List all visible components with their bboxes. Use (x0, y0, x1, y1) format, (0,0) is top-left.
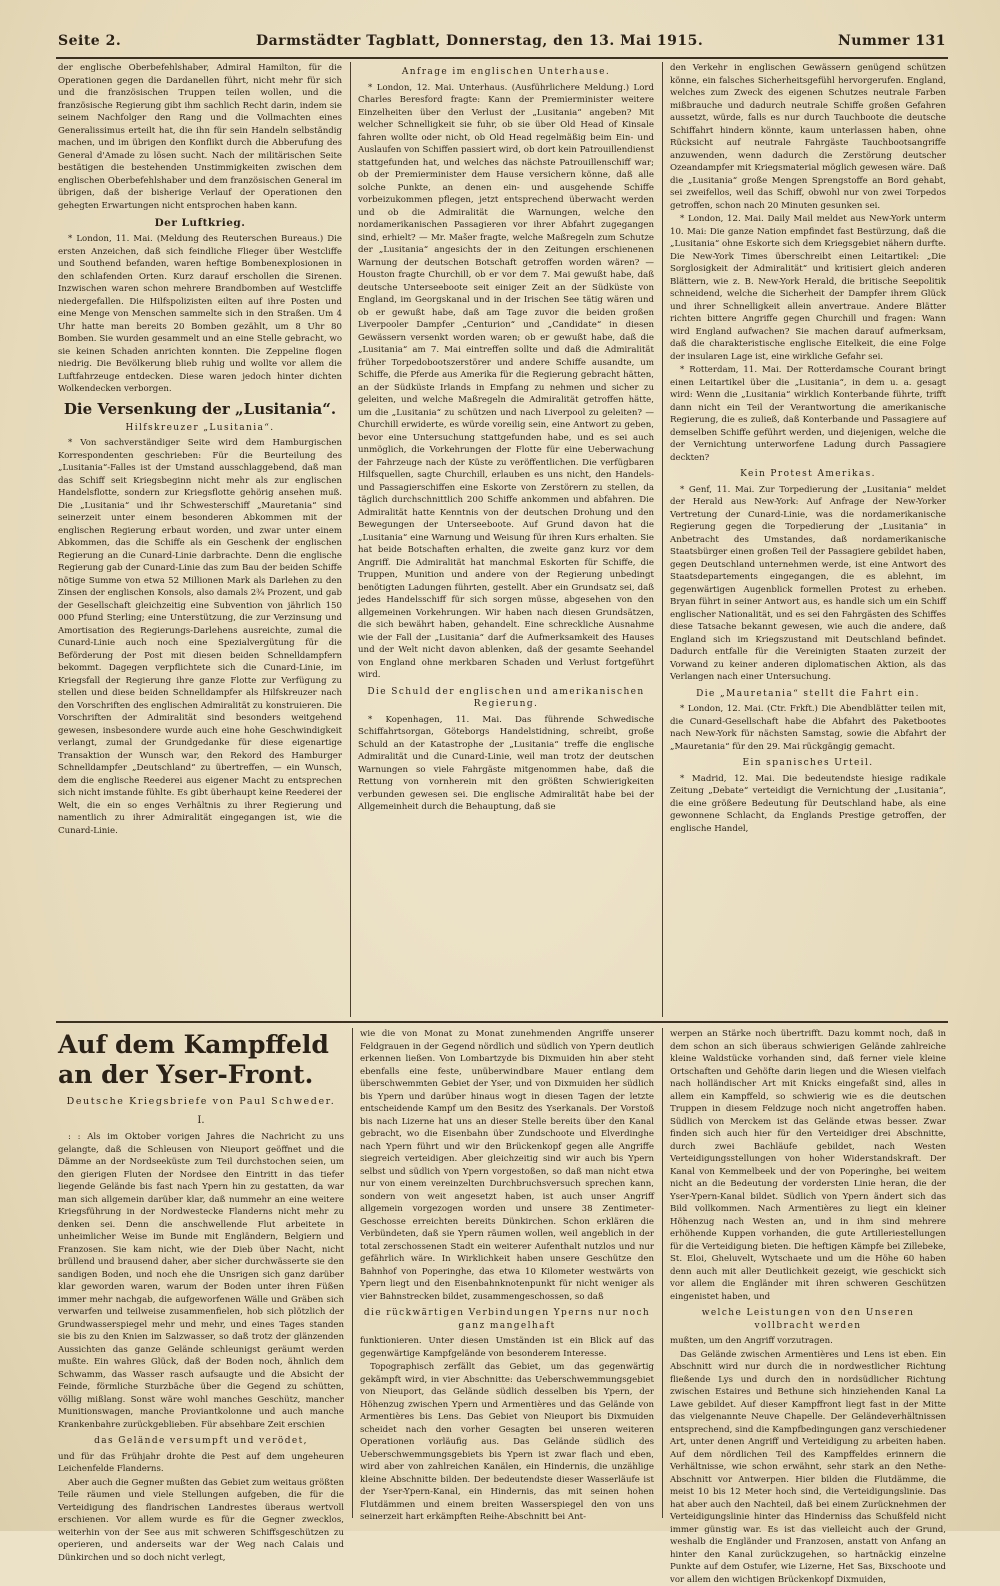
heading-schuld: Die Schuld der englischen und amerikanischen Regierung. (358, 686, 654, 711)
paragraph-madrid: * Madrid, 12. Mai. Die bedeutendste hiesige radikale Zeitung „Debate“ verteidigt die Vernichtung der „Lusitania“, die eine größere Bedeutung für Deutschland habe, als eine gewonnene Schlacht, da Englands Prestige getroffen, der englische Handel, (670, 773, 946, 836)
issue-number: Nummer 131 (838, 33, 946, 49)
article-continuation: der englische Oberbefehlshaber, Admiral Hamilton, für die Operationen gegen die Dardanellen führt, nicht mehr für sich und die französischen Truppen teilen wollen, und die französische Regierung gibt ihm sachlich Recht darin, indem sie seinem Nachfolger den Rang und die Vollmachten eines Generalissimus erteilt hat, die ihn für sein Handeln selbständig machen, und im übrigen den Konflikt durch die Abberufung des General d'Amade zu lösen sucht. Nach der militärischen Seite bestätigen die bestehenden Unstimmigkeiten zwischen dem englischen Oberbefehlshaber und dem französischen General im übrigen, daß der bisherige Verlauf der Operationen den gehegten Erwartungen nicht entsprochen haben kann. (58, 62, 342, 212)
paragraph-yser-6: Topographisch zerfällt das Gebiet, um das gegenwärtig gekämpft wird, in vier Abschnitte: das Ueberschwemmungsgebiet von Nieuport, das Gelände südlich desselben bis Ypern, der Höhenzug zwischen Ypern und Armentières und das Gelände von Armentières bis Lens. Das Gebiet von Nieuport bis Dixmuiden scheidet nach den vorher Gesagten bei unseren weiteren Operationen vorläufig aus. Das Gelände südlich des Ueberschwemmungsgebiets bis Ypern ist zwar flach und eben, wird aber von zahlreichen Kanälen, ein Hindernis, die unzählige kleine Abschnitte bilden. Der bedeutendste dieser Wasserläufe ist der Yser-Ypern-Kanal, ein Hindernis, das mit seinen hohen Flutdämmen und einem breiten Wasserspiegel den von uns seinerzeit hart erkämpften Reihe-Abschnitt bei Ant- (360, 1361, 654, 1524)
paragraph-luftkrieg: * London, 11. Mai. (Meldung des Reuterschen Bureaus.) Die ersten Anzeichen, daß sich feindliche Flieger über Westcliffe und Southend befanden, waren heftige Bombenexplosionen in den schlafenden Orten. Kurz darauf erschollen die Sirenen. Inzwischen waren schon mehrere Brandbomben auf Westcliffe niedergefallen. Die Hilfspolizisten eilten auf ihre Posten und eine Menge von Menschen sammelte sich in den Straßen. Um 4 Uhr hatte man bereits 20 Bomben gezählt, um 8 Uhr 80 Bomben. Sie wurden gesammelt und an eine Stelle gebracht, wo sie keinen Schaden anrichten konnten. Die Zeppeline flogen niedrig. Die Bevölkerung blieb ruhig und wollte vor allem die Luftfahrzeuge entdecken. Diese waren jedoch hinter dichten Wolkendecken verborgen. (58, 233, 342, 396)
page-number: Seite 2. (58, 33, 121, 49)
masthead: Darmstädter Tagblatt, Donnerstag, den 13. Mai 1915. (256, 33, 703, 49)
feuilleton-byline: Deutsche Kriegsbriefe von Paul Schweder. (58, 1096, 344, 1109)
paragraph-london-daily-mail: * London, 12. Mai. Daily Mail meldet aus New-York unterm 10. Mai: Die ganze Nation empfindet fast Bestürzung, daß die „Lusitania“ ohne Eskorte sich dem Kriegsgebiet nähern durfte. Die New-York Times überschreibt einen Leitartikel: „Die Sorglosigkeit der Admiralität“ und kritisiert gleich anderen Blättern, wie z. B. New-York Herald, die britische Seepolitik schneidend, welche die Sicherheit der Dampfer ihrem Glück und ihrer Schnelligkeit allein anvertraue. Andere Blätter richten bittere Angriffe gegen Churchill und fragen: Wann wird England aufwachen? Sie machen darauf aufmerksam, daß die charakteristische englische Eitelkeit, die eine Folge der insularen Lage ist, eine wirkliche Gefahr sei. (670, 213, 946, 363)
paragraph-kopenhagen: * Kopenhagen, 11. Mai. Das führende Schwedische Schiffahrtsorgan, Göteborgs Handelstidning, schreibt, große Schuld an der Katastrophe der „Lusitania“ treffe die englische Admiralität und die Cunard-Linie, weil man trotz der deutschen Warnungen so viele Fahrgäste mitgenommen habe, daß die Rettung von vornherein mit den größten Schwierigkeiten verbunden gewesen sei. Die englische Admiralität habe bei der Allgemeinheit durch die Behauptung, daß sie (358, 714, 654, 814)
part-number: I. (58, 1115, 344, 1128)
column-divider (350, 62, 351, 1017)
heading-luftkrieg: Der Luftkrieg. (58, 216, 342, 230)
subheading-hilfskreuzer: Hilfskreuzer „Lusitania“. (58, 422, 342, 435)
column-divider (352, 1028, 353, 1518)
column-divider (662, 62, 663, 1017)
top-column-3 (670, 62, 946, 1017)
top-column-2 (358, 62, 654, 1017)
paragraph-yser-5: funktionieren. Unter diesen Umständen ist ein Blick auf das gegenwärtige Kampfgelände von besonderem Interesse. (360, 1335, 654, 1360)
bottom-column-3 (670, 1028, 946, 1518)
highlighted-line: das Gelände versumpft und verödet, (58, 1435, 344, 1448)
paragraph-yser-2: und für das Frühjahr drohte die Pest auf dem ungeheuren Leichenfelde Flanderns. (58, 1451, 344, 1476)
paragraph-genf: * Genf, 11. Mai. Zur Torpedierung der „Lusitania“ meldet der Herald aus New-York: Auf Anfrage der New-Yorker Vertretung der Cunard-Linie, was die nordamerikanische Regierung gegen die Torpedierung der „Lusitania“ in Anbetracht des Umstandes, daß nordamerikanische Staatsbürger einen großen Teil der Passagiere gebildet haben, gegen Deutschland unternehmen werde, ist eine Antwort des Staatsdepartements eingegangen, die es ablehnt, im gegenwärtigen Augenblick formellen Protest zu erheben. Bryan führt in seiner Antwort aus, es handle sich um ein Schiff englischer Nationalität, und es sei den Fahrgästen des Schiffes diese Tatsache bekannt gewesen, wie auch die andere, daß England sich im Kriegszustand mit Deutschland befindet. Dadurch entfalle für die Vereinigten Staaten zurzeit der Vorwand zu keiner anderen diplomatischen Aktion, als das Verlangen nach einer Untersuchung. (670, 484, 946, 684)
bottom-column-2 (360, 1028, 654, 1518)
paragraph-hilfskreuzer: * Von sachverständiger Seite wird dem Hamburgischen Korrespondenten geschrieben: Für die Beurteilung des „Lusitania“-Falles ist der Umstand ausschlaggebend, daß man das Schiff seit Kriegsbeginn nicht mehr als zur englischen Handelsflotte, sondern zur Kriegsflotte gehörig ansehen muß. Die „Lusitania“ und ihr Schwesterschiff „Mauretania“ sind seinerzeit unter einem besonderen Abkommen mit der englischen Regierung erbaut worden, und zwar unter einem Abkommen, das die Schiffe als ein Geschenk der englischen Regierung an die Cunard-Linie darbrachte. Denn die englische Regierung gab der Cunard-Linie das zum Bau der beiden Schiffe nötige Summe von etwa 52 Millionen Mark als Darlehen zu den Zinsen der englischen Konsols, also damals 2¾ Prozent, und gab der Gesellschaft gleichzeitig eine Subvention von jährlich 150 000 Pfund Sterling; eine Unterstützung, die zur Verzinsung und Amortisation des Regierungs-Darlehens ausreichte, zumal die Cunard-Linie auch noch eine Spezialvergütung für die Beförderung der Post mit diesen beiden Schnelldampfern bekommt. Dagegen verpflichtete sich die Cunard-Linie, im Kriegsfall der Regierung ihre ganze Flotte zur Verfügung zu stellen und diese beiden Schnelldampfer als Hilfskreuzer nach den Vorschriften des englischen Admiralität zu konstruieren. Die Vorschriften der Admiralität sind besonders weitgehend gewesen, insbesondere wurde auch eine hohe Geschwindigkeit verlangt, zumal der Grundgedanke für diese eigenartige Transaktion der Wunsch war, den Rekord des Hamburger Schnelldampfer „Deutschland“ zu übertreffen, — ein Wunsch, dem die englische Reederei aus eigener Macht zu entsprechen sich nicht imstande fühlte. Es gibt überhaupt keine Reederei der Welt, die ein so enges Verhältnis zu ihrer Regierung und namentlich zu ihrer Admiralität eingegangen ist, wie die Cunard-Linie. (58, 437, 342, 837)
heading-anfrage: Anfrage im englischen Unterhause. (358, 66, 654, 79)
heading-mauretania: Die „Mauretania“ stellt die Fahrt ein. (670, 688, 946, 701)
section-rule (56, 1021, 948, 1023)
article-continuation: den Verkehr in englischen Gewässern genügend schützen könne, ein falsches Sicherheitsgefühl hervorgerufen. England, welches zum Zweck des eigenen Schutzes neutrale Farben mißbrauche und dadurch neutrale Schiffe großen Gefahren aussetzt, würde, falls es nur durch Tauchboote die deutsche Schiffahrt hindern könnte, kaum unterlassen haben, ohne Rücksicht auf neutrale Fahrgäste Tauchbootsangriffe anzuwenden, wenn dadurch die Zerstörung deutscher Ozeandampfer mit Kriegsmaterial möglich gewesen wäre. Daß die „Lusitania“ große Mengen Sprengstoffe an Bord gehabt, sei zweifellos, weil das Schiff, obwohl nur von zwei Torpedos getroffen, schon nach 20 Minuten gesunken sei. (670, 62, 946, 212)
paragraph-rotterdam: * Rotterdam, 11. Mai. Der Rotterdamsche Courant bringt einen Leitartikel über die „Lusitania“, in dem u. a. gesagt wird: Wenn die „Lusitania“ wirklich Konterbande führte, trifft dann nicht ein Teil der Verantwortung die amerikanische Regierung, die es zuließ, daß Konterbande und Passagiere auf demselben Schiffe geführt werden, und diejenigen, welche die der Vernichtung unterworfene Ladung durch Passagiere deckten? (670, 364, 946, 464)
bottom-column-1 (58, 1028, 344, 1518)
highlighted-line: welche Leistungen von den Unseren vollbracht werden (670, 1307, 946, 1332)
paragraph-yser-9: Das Gelände zwischen Armentières und Lens ist eben. Ein Abschnitt wird nur durch die in nordwestlicher Richtung fließende Lys und durch den in nordsüdlicher Richtung zwischen Estaires und Bethune sich hinziehenden Kanal La Lawe gebildet. Auf dieser Kampffront liegt fast in der Mitte das vielgenannte Neuve Chapelle. Der Geländeverhältnissen entsprechend, sind die Kampfbedingungen ganz verschiedener Art, unter denen Angriff und Verteidigung zu arbeiten haben. Auf dem nördlichen Teil des Kampffeldes erinnern die Verhältnisse, wie schon erwähnt, sehr stark an den Nethe-Abschnitt vor Antwerpen. Hier bilden die Flutdämme, die meist 10 bis 12 Meter hoch sind, die Verteidigungslinie. Das hat aber auch den Nachteil, daß bei einem Zurücknehmen der Verteidigungslinie hinter das Hinderniss das Schußfeld nicht immer günstig war. Es ist das vielleicht auch der Grund, weshalb die Engländer und Franzosen, anstatt von Anfang an hinter den Kanal zurückzugehen, so hartnäckig einzelne Punkte auf dem Ostufer, wie Lizerne, Het Sas, Bixschoote und vor allem den wichtigen Brückenkopf Dixmuiden, (670, 1349, 946, 1586)
column-divider (662, 1028, 663, 1518)
heading-spanisches-urteil: Ein spanisches Urteil. (670, 757, 946, 770)
header-rule (56, 57, 948, 59)
top-column-1 (58, 62, 342, 1017)
page-header (58, 28, 946, 54)
heading-lusitania: Die Versenkung der „Lusitania“. (58, 400, 342, 418)
heading-kein-protest: Kein Protest Amerikas. (670, 468, 946, 481)
paragraph-london-cunard: * London, 12. Mai. (Ctr. Frkft.) Die Abendblätter teilen mit, die Cunard-Gesellschaft habe die Abfahrt des Paketbootes nach New-York für nächsten Samstag, sowie die Abfahrt der „Mauretania“ für den 29. Mai rückgängig gemacht. (670, 703, 946, 753)
paragraph-yser-7: werpen an Stärke noch übertrifft. Dazu kommt noch, daß in dem schon an sich überaus schwierigen Gelände zahlreiche kleine Waldstücke vorhanden sind, daß ferner viele kleine Ortschaften und Gehöfte darin liegen und die Wiesen vielfach nach holländischer Art mit Knicks eingefaßt sind, alles in allem ein Kampffeld, so schwierig wie es die deutschen Truppen in diesem Feldzuge noch nicht angetroffen haben. Südlich von Merckem ist das Gelände etwas besser. Zwar finden sich auch hier für den Verteidiger drei Abschnitte, durch zwei Bachläufe gebildet, nach Westen Verteidigungsstellungen von hoher Widerstandskraft. Der Kanal von Kemmelbeek und der von Poperinghe, bei weitem nicht an die Bedeutung der vordersten Linie heran, die der Yser-Ypern-Kanal bildet. Südlich von Ypern ändert sich das Bild vollkommen. Nach Armentières zu liegt ein kleiner Höhenzug nach Westen an, und in ihm sind mehrere erhöhende Kuppen vorhanden, die gute Artilleriestellungen für die Verteidigung bieten. Die heftigen Kämpfe bei Zillebeke, St. Eloi, Gheluvelt, Wytschaete und um die Höhe 60 haben denn auch mit aller Deutlichkeit gezeigt, wie geschickt sich vor allem die Engländer mit ihren schweren Geschützen eingenistet haben, und (670, 1028, 946, 1303)
paragraph-yser-1: : : Als im Oktober vorigen Jahres die Nachricht zu uns gelangte, daß die Schleusen von Nieuport geöffnet und die Dämme an der Nordseeküste zum Teil durchstochen seien, um den gierigen Fluten der Nordsee den Eintritt in das tiefer liegende Gelände bis fast nach Ypern hin zu gestatten, da war man sich allgemein darüber klar, daß nummehr an eine weitere Kriegsführung in der Nordwestecke Flanderns nicht mehr zu denken sei. Denn die anschwellende Flut arbeitete in unheimlicher Weise im Bunde mit Engländern, Belgiern und Franzosen. Sie kam nicht, wie der Dieb über Nacht, nicht brüllend und brausend daher, aber sicher durchwässerte sie den sandigen Boden, und noch ehe die Unsrigen sich ganz darüber klar geworden waren, warum der Boden unter ihren Füßen immer mehr nachgab, die aufgeworfenen Wälle und Gräben sich verwarfen und teilweise zusammenfielen, hob sich plötzlich der Grundwasserspiegel mehr und mehr, und eines Tages standen sie bis zu den Knien im Salzwasser, so daß trotz der glänzenden Aussichten das ganze Gelände schleunigst geräumt werden mußte. Ein wahres Glück, daß der Boden noch, ähnlich dem Schwamm, das Wasser rasch aufsaugte und die Absicht der Feinde, förmliche Sturzbäche über die Gegend zu schütten, völlig mißlang. Sonst wäre wohl manches Geschütz, mancher Munitionswagen, manche Proviantkolonne und auch manche Krankenbahre zurückgeblieben. Für absehbare Zeit erschien (58, 1131, 344, 1431)
paragraph-unterhaus: * London, 12. Mai. Unterhaus. (Ausführlichere Meldung.) Lord Charles Beresford fragte: Kann der Premierminister weitere Einzelheiten über den Verlust der „Lusitania“ angeben? Mit welcher Schnelligkeit sie fuhr, ob sie über Old Head of Kinsale fahren wollte oder nicht, ob Old Head regelmäßig beim Ein- und Auslaufen von Schiffen passiert wird, ob dort kein Patrouillendienst stattgefunden hat, und welches das nächste Patrouillenschiff war; ob der Premierminister dem Hause versichern könne, daß alle solche Punkte, an denen ein- und ausgehende Schiffe vorbeizukommen pflegen, jetzt entsprechend überwacht werden und ob die Admiralität die Warnungen, welche den nordamerikanischen Passagieren vor ihrer Abfahrt zugegangen sind, erhielt? — Mr. Mašer fragte, welche Maßregeln zum Schutze der „Lusitania“ angesichts der in den Zeitungen erschienenen Warnung der deutschen Botschaft getroffen worden wären? — Houston fragte Churchill, ob er vor dem 7. Mai gewußt habe, daß deutsche Unterseeboote seit einiger Zeit an der Südküste von England, im Georgskanal und in der Irischen See tätig wären und ob er gewußt habe, daß am Tage zuvor die beiden großen Liverpooler Dampfer „Centurion“ und „Candidate“ in diesen Gewässern versenkt worden waren; ob er gewußt habe, daß die „Lusitania“ am 7. Mai eintreffen sollte und daß die Admiralität früher Torpedobootszerstörer und andere Schiffe ausandte, um Schiffe, die Pferde aus Amerika für die Regierung gebracht hätten, an der Südküste Irlands in Empfang zu nehmen und sicher zu geleiten, und welche Maßregeln die Admiralität getroffen hätte, um die „Lusitania“ zu schützen und nach Liverpool zu geleiten? — Churchill erwiderte, es würde voreilig sein, eine Antwort zu geben, bevor eine Untersuchung stattgefunden habe, und es sei auch unmöglich, die Vorkehrungen der Flotte für eine Ueberwachung der Fahrzeuge nach der Küste zu veröffentlichen. Die verfügbaren Hilfsquellen, sagte Churchill, erlauben es uns nicht, den Handels- und Passagierschiffen eine Eskorte von Zerstörern zu stellen, da täglich durchschnittlich 200 Schiffe ankommen und abfahren. Die Admiralität hatte Kenntnis von der deutschen Drohung und den Bewegungen der Unterseeboote. Auf Grund davon hat die „Lusitania“ eine Warnung und Weisung für ihren Kurs erhalten. Sie hat beide Botschaften erhalten, die zweite ganz kurz vor dem Angriff. Die Admiralität hat manchmal Eskorten für Schiffe, die Truppen, Munition und andere von der Regierung unbedingt benötigten Ladungen führten, gestellt. Aber ein Grundsatz sei, daß jedes Handelsschiff für sich sorgen müsse, abgesehen von den allgemeinen Vorkehrungen. Wir haben nach diesen Grundsätzen, die sich bewährt haben, gehandelt. Eine schreckliche Ausnahme wie der Fall der „Lusitania“ darf die Aufmerksamkeit des Hauses und der Welt nicht davon ablenken, daß der gesamte Seehandel von England ohne merkbaren Schaden und Verlust fortgeführt wird. (358, 82, 654, 682)
paragraph-yser-4: wie die von Monat zu Monat zunehmenden Angriffe unserer Feldgrauen in der Gegend nördlich und südlich von Ypern deutlich erkennen ließen. Von Lombartzyde bis Dixmuiden hin aber steht ebenfalls eine feste, unüberwindbare Mauer entlang dem überschwemmten Gebiet der Yser, und von Dixmuiden her südlich bis Ypern und darüber hinaus wogt in diesen Tagen der letzte entscheidende Kampf um den Besitz des Yserkanals. Der Vorstoß bis nach Lizerne hat uns an dieser Stelle bereits über den Kanal gebracht, wo die Eisenbahn über Zundschoote und Elverdinghe nach Ypern führt und wir den Brückenkopf gegen alle Angriffe siegreich verteidigen. Aber gleichzeitig sind wir auch bis Ypern selbst und südlich von Ypern vorgestoßen, so daß man nicht etwa nur von einem vereinzelten Durchbruchsversuch sprechen kann, sondern von weit angesetzt haben, ist auch unser Angriff allgemein vorgezogen worden und unsere 38 Zentimeter-Geschosse erreichten bereits Dünkirchen. Schon erklären die Verbündeten, daß sie Ypern räumen wollen, weil angeblich in der total zerschossenen Stadt ein weiterer Aufenthalt nutzlos und nur gefährlich wäre. In Wirklichkeit haben unsere Geschütze den Bahnhof von Poperinghe, das etwa 10 Kilometer westwärts von Ypern liegt und den Eisenbahnknotenpunkt für nicht weniger als vier Bahnstrecken bildet, zusammengeschossen, so daß (360, 1028, 654, 1303)
highlighted-line: die rückwärtigen Verbindungen Yperns nur noch ganz mangelhaft (360, 1307, 654, 1332)
paragraph-yser-8: mußten, um den Angriff vorzutragen. (670, 1335, 946, 1348)
feuilleton-title: Auf dem Kampffeld an der Yser-Front. (58, 1030, 344, 1090)
paragraph-yser-3: Aber auch die Gegner mußten das Gebiet zum weitaus größten Teile räumen und viele Stellungen aufgeben, die für die Verteidigung des flandrischen Landrestes überaus wertvoll erschienen. Vor allem wurde es für die Gegner zwecklos, weiterhin von der See aus mit schweren Schiffsgeschützen zu operieren, und anderseits war der Weg nach Calais und Dünkirchen und so doch nicht verlegt, (58, 1477, 344, 1565)
